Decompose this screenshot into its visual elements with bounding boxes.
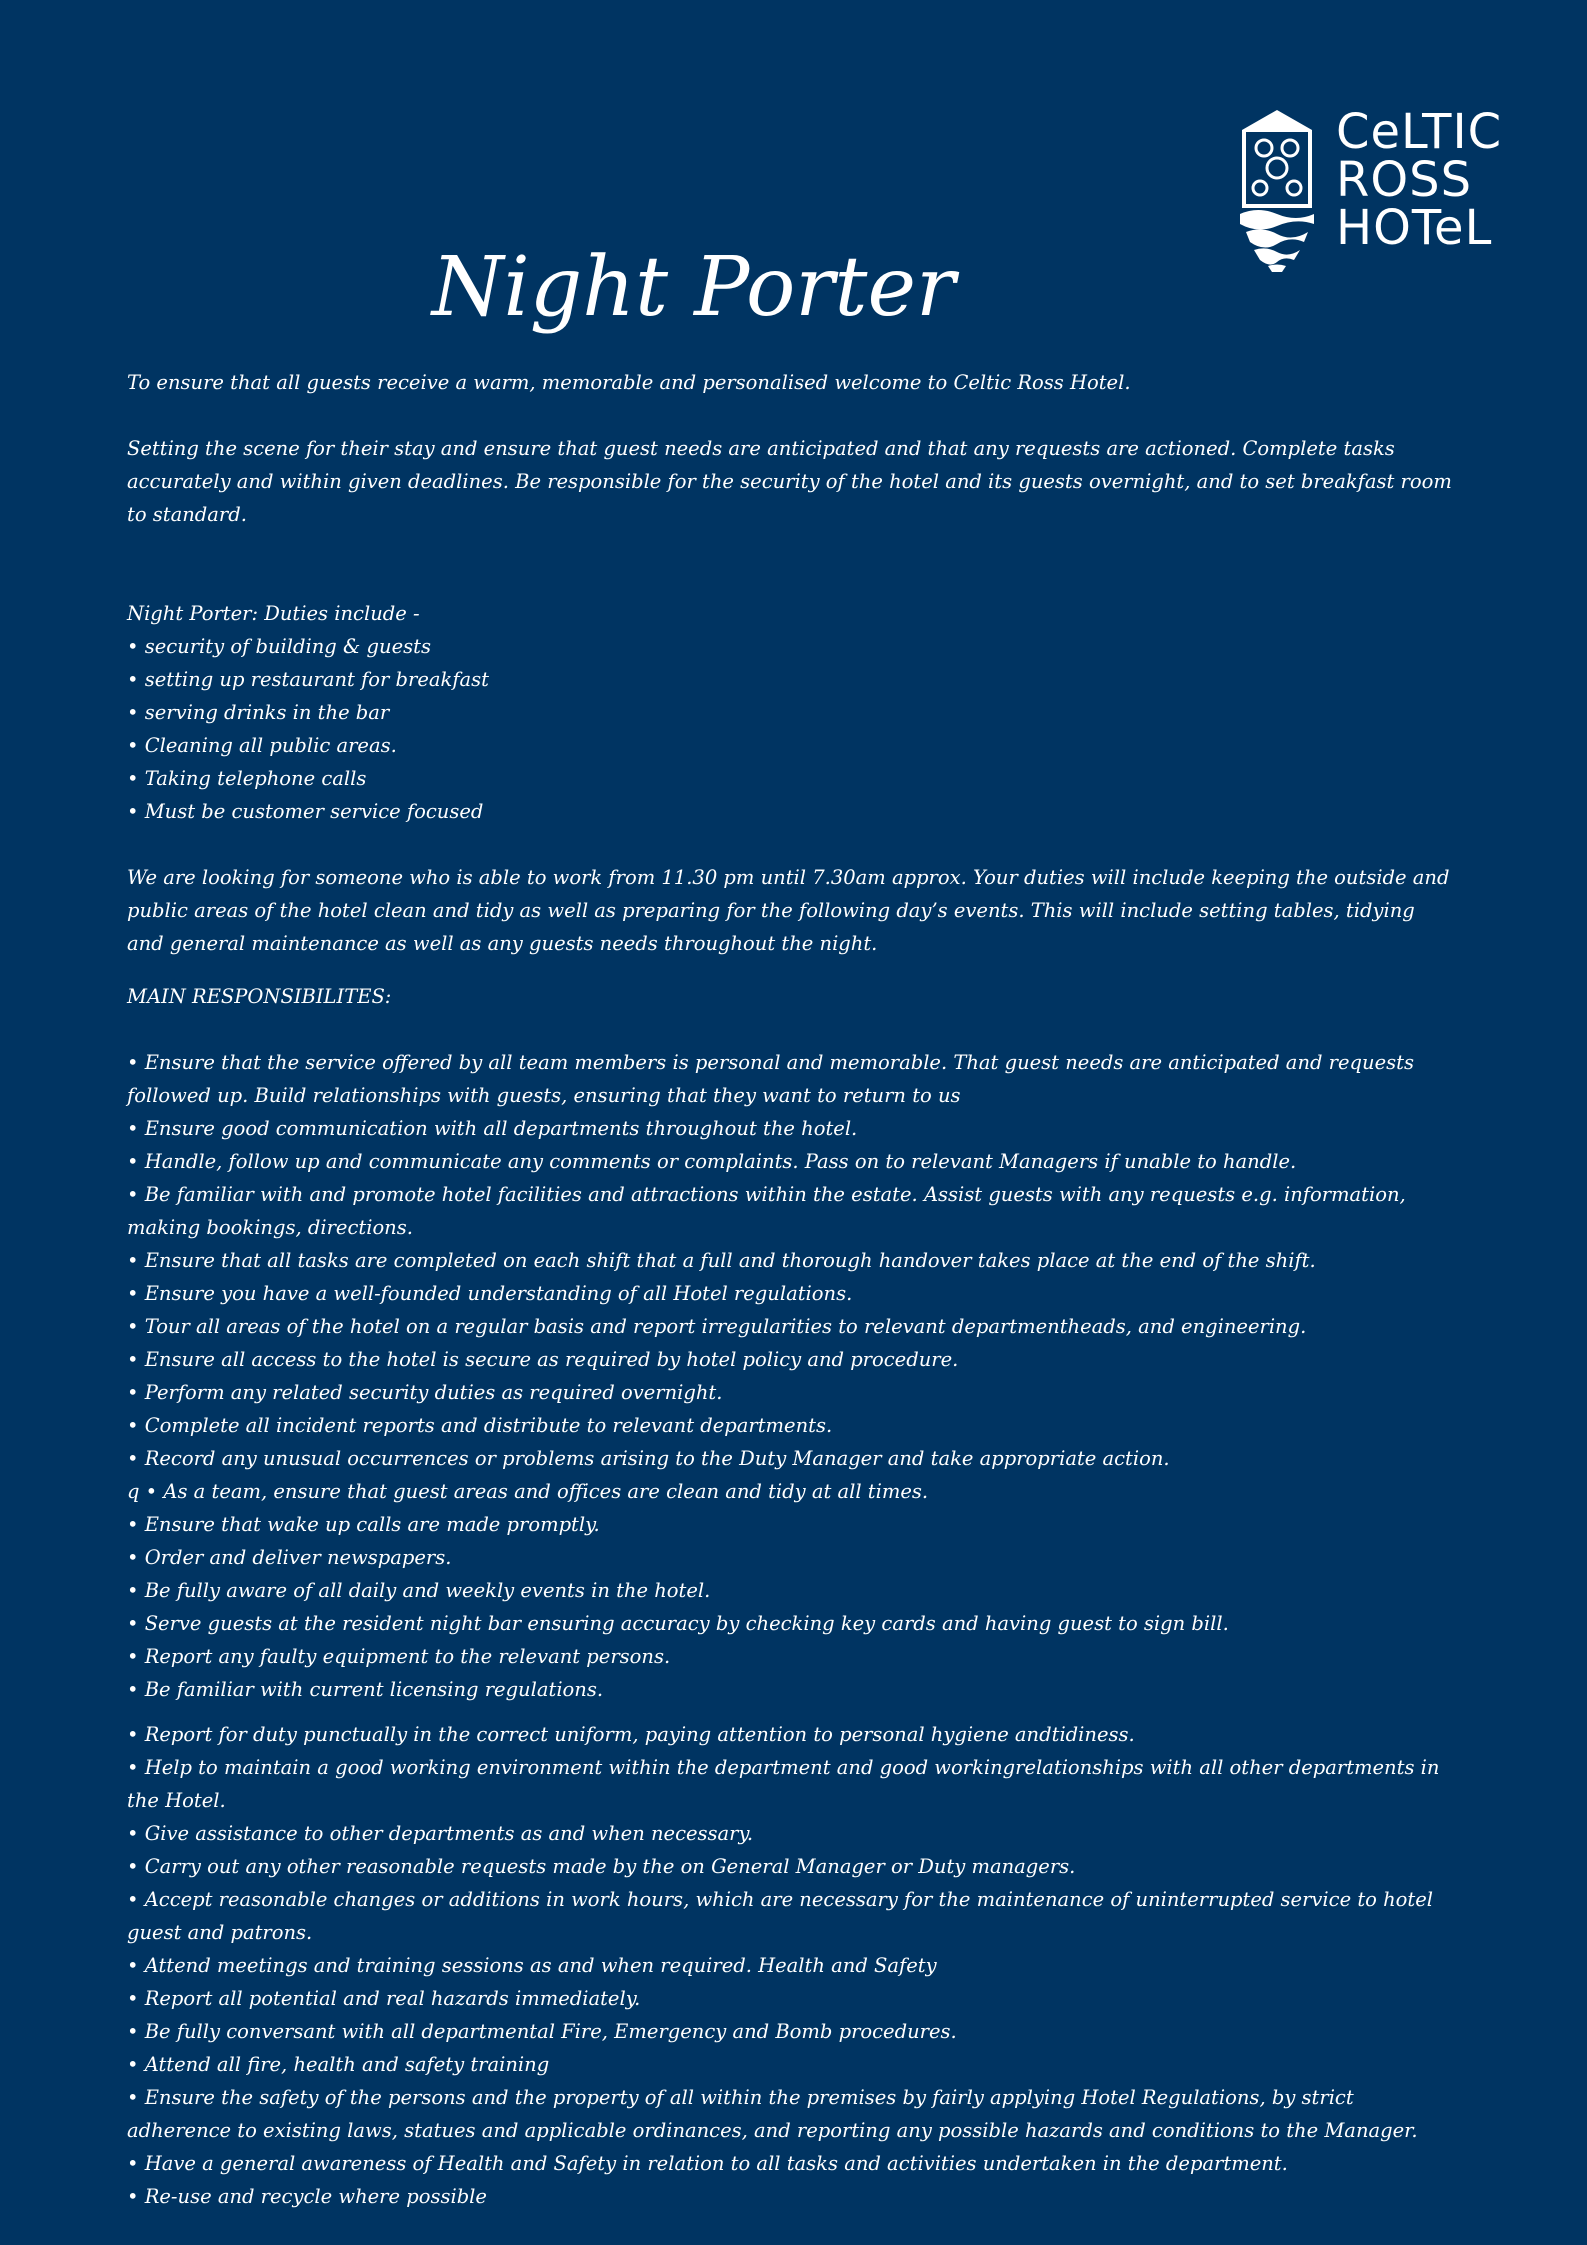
responsibility-item: • Complete all incident reports and distribute to relevant departments. bbox=[127, 1414, 833, 1437]
responsibility-item: • Give assistance to other departments as and when necessary. bbox=[127, 1822, 754, 1845]
duty-item: • serving drinks in the bar bbox=[127, 701, 390, 724]
responsibility-item: • Report all potential and real hazards immediately. bbox=[127, 1987, 641, 2010]
responsibility-item: q • As a team, ensure that guest areas and offices are clean and tidy at all times. bbox=[127, 1480, 929, 1503]
logo-line-3: HOTeL bbox=[1336, 200, 1493, 256]
responsibility-item: • Ensure that the service offered by all team members is personal and memorable. That guest needs are anticipated and requests followed up. Build relationships with guests, ensuring that they want to return to us bbox=[127, 1051, 1414, 1107]
responsibility-item: • Order and deliver newspapers. bbox=[127, 1546, 452, 1569]
responsibility-item: • Ensure good communication with all departments throughout the hotel. bbox=[127, 1117, 858, 1140]
duty-item: • security of building & guests bbox=[127, 635, 431, 658]
responsibility-item: • Attend meetings and training sessions as and when required. Health and Safety bbox=[127, 1954, 937, 1977]
logo-line-1: CeLTIC bbox=[1336, 104, 1503, 160]
responsibility-item: • Report any faulty equipment to the relevant persons. bbox=[127, 1645, 671, 1668]
responsibility-item: • Be fully aware of all daily and weekly events in the hotel. bbox=[127, 1579, 711, 1602]
responsibility-item: • Record any unusual occurrences or problems arising to the Duty Manager and take appropriate action. bbox=[127, 1447, 1170, 1470]
logo-wordmark bbox=[1336, 104, 1503, 256]
responsibility-item: • Report for duty punctually in the correct uniform, paying attention to personal hygiene andtidiness. bbox=[127, 1723, 1135, 1746]
duties-heading: Night Porter: Duties include - bbox=[127, 602, 420, 625]
responsibilities-list bbox=[127, 1046, 1457, 1706]
responsibility-item: • Tour all areas of the hotel on a regular basis and report irregularities to relevant departmentheads, and engineering. bbox=[127, 1315, 1307, 1338]
responsibility-item: • Help to maintain a good working environment within the department and good workingrelationships with all other departments in the Hotel. bbox=[127, 1756, 1440, 1812]
duties-list bbox=[127, 630, 1457, 828]
page-title: Night Porter bbox=[431, 240, 956, 335]
intro-paragraph-1: To ensure that all guests receive a warm, memorable and personalised welcome to Celtic Ross Hotel. bbox=[127, 371, 1131, 394]
responsibility-item: • Be fully conversant with all departmental Fire, Emergency and Bomb procedures. bbox=[127, 2020, 957, 2043]
responsibility-item: • Carry out any other reasonable requests made by the on General Manager or Duty managers. bbox=[127, 1855, 1076, 1878]
job-description bbox=[127, 366, 1457, 2213]
responsibility-item: • Handle, follow up and communicate any comments or complaints. Pass on to relevant Managers if unable to handle. bbox=[127, 1150, 1297, 1173]
responsibilities-list-continued bbox=[127, 1718, 1457, 2213]
responsibility-item: • Be familiar with and promote hotel facilities and attractions within the estate. Assist guests with any requests e.g. information, making bookings, directions. bbox=[127, 1183, 1406, 1239]
duty-item: • setting up restaurant for breakfast bbox=[127, 668, 490, 691]
responsibility-item: • Be familiar with current licensing regulations. bbox=[127, 1678, 604, 1701]
logo-line-2: ROSS bbox=[1336, 152, 1473, 208]
intro-paragraph-2: Setting the scene for their stay and ensure that guest needs are anticipated and that any requests are actioned. Complete tasks accurately and within given deadlines. Be responsible for the security of the hotel and its guests overnight, and to set breakfast room to standard. bbox=[127, 437, 1452, 526]
responsibility-item: • Ensure the safety of the persons and the property of all within the premises by fairly applying Hotel Regulations, by strict adherence to existing laws, statues and applicable ordinances, and reporting any possible hazards and conditions to the Manager. bbox=[127, 2086, 1418, 2142]
responsibility-item: • Ensure all access to the hotel is secure as required by hotel policy and procedure. bbox=[127, 1348, 959, 1371]
responsibility-item: • Have a general awareness of Health and Safety in relation to all tasks and activities undertaken in the department. bbox=[127, 2152, 1288, 2175]
description-paragraph: We are looking for someone who is able to work from 11.30 pm until 7.30am approx. Your duties will include keeping the outside and public areas of the hotel clean and tidy as well as preparing for the following day’s events. This will include setting tables, tidying and general maintenance as well as any guests needs throughout the night. bbox=[127, 866, 1450, 955]
responsibility-item: • Ensure that all tasks are completed on each shift that a full and thorough handover takes place at the end of the shift. bbox=[127, 1249, 1316, 1272]
duty-item: • Must be customer service focused bbox=[127, 800, 484, 823]
responsibility-item: • Accept reasonable changes or additions in work hours, which are necessary for the maintenance of uninterrupted service to hotel guest and patrons. bbox=[127, 1888, 1434, 1944]
responsibility-item: • Serve guests at the resident night bar ensuring accuracy by checking key cards and having guest to sign bill. bbox=[127, 1612, 1229, 1635]
duty-item: • Cleaning all public areas. bbox=[127, 734, 397, 757]
responsibility-item: • Re-use and recycle where possible bbox=[127, 2185, 487, 2208]
responsibilities-heading: MAIN RESPONSIBILITES: bbox=[127, 985, 392, 1008]
responsibility-item: • Ensure you have a well-founded understanding of all Hotel regulations. bbox=[127, 1282, 853, 1305]
duty-item: • Taking telephone calls bbox=[127, 767, 367, 790]
responsibility-item: • Ensure that wake up calls are made promptly. bbox=[127, 1513, 600, 1536]
responsibility-item: • Perform any related security duties as required overnight. bbox=[127, 1381, 723, 1404]
responsibility-item: • Attend all fire, health and safety training bbox=[127, 2053, 550, 2076]
